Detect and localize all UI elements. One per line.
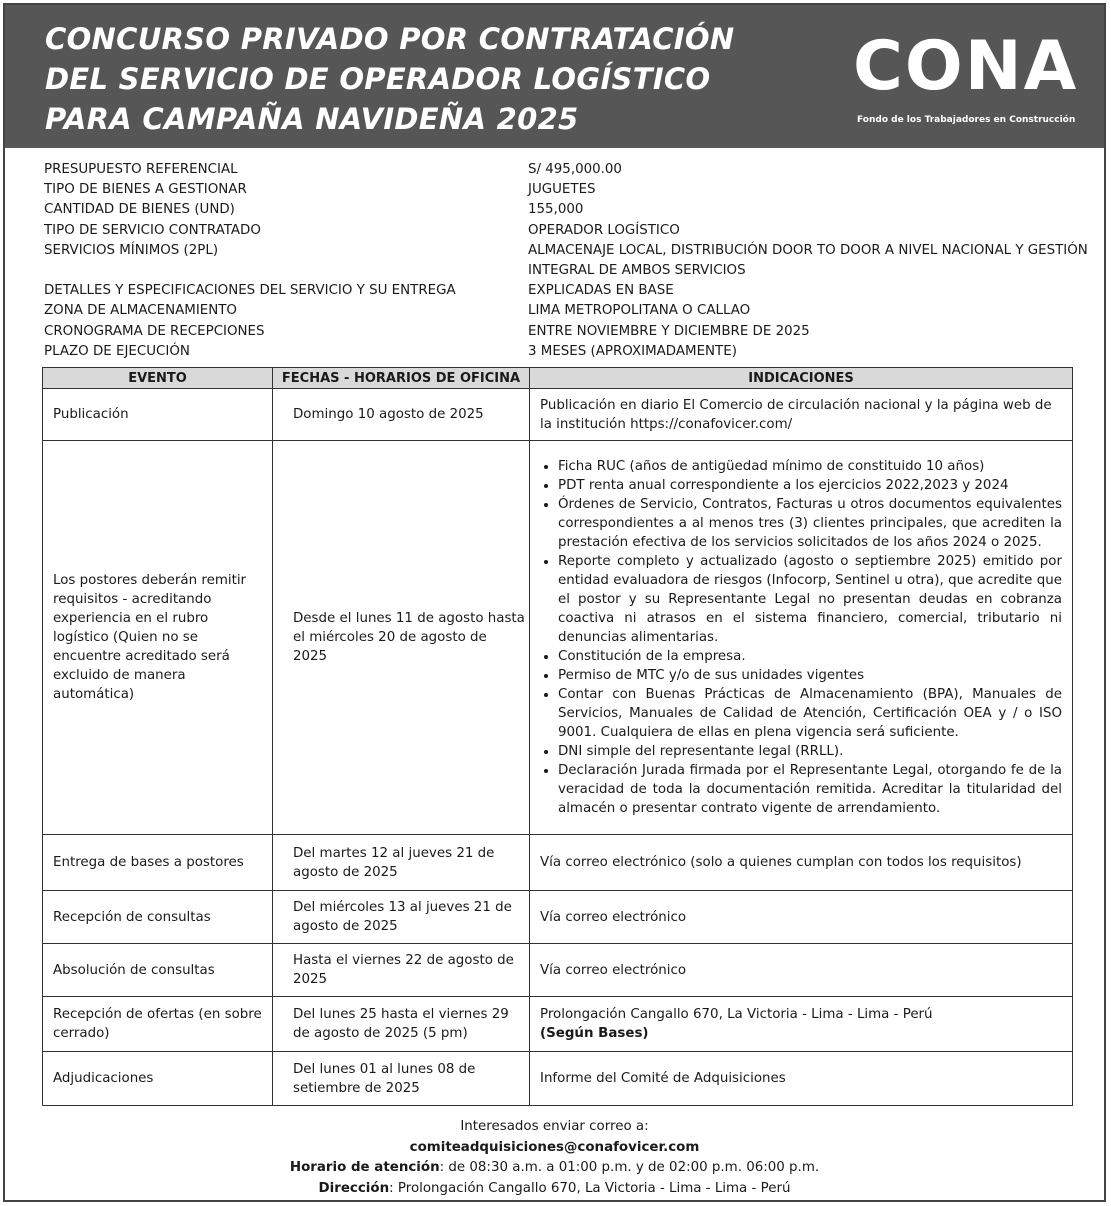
- schedule-table: [42, 367, 1073, 1106]
- indicaciones-cell: [530, 997, 1073, 1052]
- evento-cell: Los postores deberán remitir requisitos - acreditando experiencia en el rubro logístico (Quien no se encuentre acreditado será excluido de manera automática): [43, 441, 273, 835]
- title-line: CONCURSO PRIVADO POR CONTRATACIÓN: [45, 22, 735, 56]
- fechas-cell: Del lunes 01 al lunes 08 de setiembre de 2025: [273, 1052, 530, 1106]
- page-title: [45, 19, 734, 139]
- column-header-evento: EVENTO: [43, 368, 273, 389]
- office-hours-label: Horario de atención: [289, 1160, 440, 1175]
- spec-row: [44, 180, 1104, 200]
- fechas-cell: Del lunes 25 hasta el viernes 29 de agosto de 2025 (5 pm): [273, 997, 530, 1052]
- table-row: [43, 944, 1073, 997]
- office-hours: [5, 1158, 1104, 1179]
- spec-row: [44, 301, 1104, 321]
- spec-label: TIPO DE SERVICIO CONTRATADO: [44, 222, 261, 238]
- indicaciones-cell: [530, 441, 1073, 835]
- fechas-cell: Del martes 12 al jueves 21 de agosto de 2025: [273, 835, 530, 891]
- spec-value: OPERADOR LOGÍSTICO: [528, 222, 680, 238]
- list-item: • PDT renta anual correspondiente a los ejercicios 2022,2023 y 2024: [558, 476, 1062, 495]
- spec-value: JUGUETES: [528, 182, 596, 198]
- list-item: • Constitución de la empresa.: [558, 647, 1062, 666]
- requirements-list: [540, 457, 1062, 818]
- office-hours-value: : de 08:30 a.m. a 01:00 p.m. y de 02:00 p.m. 06:00 p.m.: [439, 1160, 820, 1175]
- evento-cell: Publicación: [43, 389, 273, 441]
- footer-intro: Interesados enviar correo a:: [460, 1119, 649, 1134]
- fechas-cell: Desde el lunes 11 de agosto hasta el miércoles 20 de agosto de 2025: [273, 441, 530, 835]
- list-item: • Declaración Jurada firmada por el Representante Legal, otorgando fe de la veracidad de toda la documentación remitida. Acreditar la titularidad del almacén o presentar contrato vigente de arrendamiento.: [558, 761, 1062, 818]
- evento-cell: Entrega de bases a postores: [43, 835, 273, 891]
- logo-subtitle: Fondo de los Trabajadores en Construcción: [857, 115, 1076, 125]
- list-item: • Contar con Buenas Prácticas de Almacenamiento (BPA), Manuales de Servicios, Manuales de Calidad de Atención, Certificación OEA y / o ISO 9001. Cualquiera de ellas en plena vigencia será suficiente.: [558, 685, 1062, 742]
- indicaciones-cell: Vía correo electrónico: [530, 944, 1073, 997]
- cona-logo: CONA: [853, 27, 1079, 106]
- spec-row: [44, 221, 1104, 241]
- spec-list: [44, 160, 1104, 362]
- table-row: [43, 441, 1073, 835]
- table-row: [43, 997, 1073, 1052]
- column-header-fechas: FECHAS - HORARIOS DE OFICINA: [273, 368, 530, 389]
- list-item: • Reporte completo y actualizado (agosto o septiembre 2025) emitido por entidad evaluadora de riesgos (Infocorp, Sentinel u otra), que acredite que el postor y su Representante Legal no presentan deudas en cobranza coactiva ni atrasos en el sistema financiero, comercial, tributario ni denuncias alimentarias.: [558, 552, 1062, 647]
- spec-label: SERVICIOS MÍNIMOS (2PL): [44, 242, 219, 258]
- table-header-row: [43, 368, 1073, 389]
- list-item: • Permiso de MTC y/o de sus unidades vigentes: [558, 666, 1062, 685]
- spec-label: TIPO DE BIENES A GESTIONAR: [44, 182, 247, 198]
- evento-cell: Adjudicaciones: [43, 1052, 273, 1106]
- spec-value: ENTRE NOVIEMBRE Y DICIEMBRE DE 2025: [528, 323, 810, 339]
- spec-value: LIMA METROPOLITANA O CALLAO: [528, 303, 751, 319]
- spec-label: DETALLES Y ESPECIFICACIONES DEL SERVICIO Y SU ENTREGA: [44, 283, 456, 299]
- table-row: [43, 835, 1073, 891]
- spec-label: CANTIDAD DE BIENES (UND): [44, 202, 235, 218]
- contact-footer: [5, 1117, 1104, 1199]
- spec-label: CRONOGRAMA DE RECEPCIONES: [44, 323, 265, 339]
- title-line: DEL SERVICIO DE OPERADOR LOGÍSTICO: [45, 62, 711, 96]
- spec-value: ALMACENAJE LOCAL, DISTRIBUCIÓN DOOR TO DOOR A NIVEL NACIONAL Y GESTIÓN INTEGRAL DE AMBOS SERVICIOS: [528, 242, 1088, 279]
- header-banner: [5, 5, 1104, 148]
- spec-value: S/ 495,000.00: [528, 162, 622, 177]
- bases-note: (Según Bases): [540, 1026, 649, 1041]
- fechas-cell: Hasta el viernes 22 de agosto de 2025: [273, 944, 530, 997]
- fechas-cell: Domingo 10 agosto de 2025: [273, 389, 530, 441]
- indicaciones-cell: Vía correo electrónico (solo a quienes cumplan con todos los requisitos): [530, 835, 1073, 891]
- spec-row: [44, 322, 1104, 342]
- spec-value: EXPLICADAS EN BASE: [528, 283, 674, 299]
- table-row: [43, 1052, 1073, 1106]
- column-header-indicaciones: INDICACIONES: [530, 368, 1073, 389]
- list-item: • Ficha RUC (años de antigüedad mínimo de constituido 10 años): [558, 457, 1062, 476]
- title-line: PARA CAMPAÑA NAVIDEÑA 2025: [45, 102, 579, 136]
- spec-label: PLAZO DE EJECUCIÓN: [44, 343, 190, 359]
- spec-value: 155,000: [528, 202, 584, 218]
- address-value: : Prolongación Cangallo 670, La Victoria - Lima - Lima - Perú: [389, 1180, 791, 1196]
- table-row: [43, 891, 1073, 944]
- fechas-cell: Del miércoles 13 al jueves 21 de agosto de 2025: [273, 891, 530, 944]
- spec-label: PRESUPUESTO REFERENCIAL: [44, 162, 238, 177]
- spec-row: [44, 200, 1104, 220]
- address-label: Dirección: [318, 1180, 390, 1196]
- table-row: [43, 389, 1073, 441]
- spec-row: [44, 281, 1104, 301]
- evento-cell: Absolución de consultas: [43, 944, 273, 997]
- spec-row: [44, 241, 1104, 281]
- spec-row: [44, 342, 1104, 362]
- address-text: Prolongación Cangallo 670, La Victoria - Lima - Lima - Perú: [540, 1007, 933, 1022]
- contact-email: comiteadquisiciones@conafovicer.com: [409, 1139, 700, 1155]
- list-item: • DNI simple del representante legal (RRLL).: [558, 742, 1062, 761]
- spec-row: [44, 160, 1104, 180]
- indicaciones-cell: Informe del Comité de Adquisiciones: [530, 1052, 1073, 1106]
- indicaciones-cell: Vía correo electrónico: [530, 891, 1073, 944]
- spec-value: 3 MESES (APROXIMADAMENTE): [528, 343, 737, 359]
- evento-cell: Recepción de ofertas (en sobre cerrado): [43, 997, 273, 1052]
- list-item: • Órdenes de Servicio, Contratos, Facturas u otros documentos equivalentes correspondientes a al menos tres (3) clientes principales, que acrediten la prestación efectiva de los servicios solicitados de los años 2024 o 2025.: [558, 495, 1062, 552]
- evento-cell: Recepción de consultas: [43, 891, 273, 944]
- indicaciones-cell: Publicación en diario El Comercio de circulación nacional y la página web de la institución https://conafovicer.com/: [530, 389, 1073, 441]
- spec-label: ZONA DE ALMACENAMIENTO: [44, 303, 237, 319]
- address: [5, 1179, 1104, 1200]
